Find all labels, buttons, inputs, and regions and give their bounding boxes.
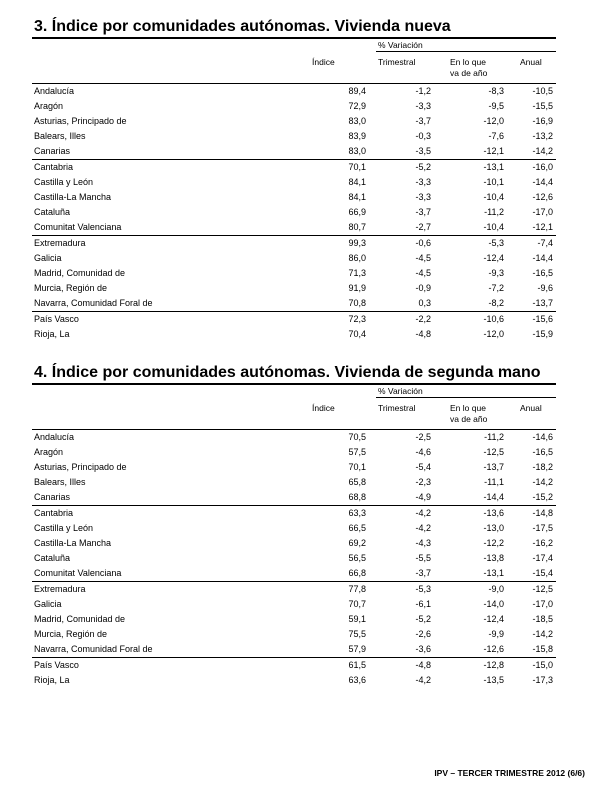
quarterly-change: -0,9 xyxy=(415,283,431,293)
annual-change: -10,5 xyxy=(532,86,553,96)
region-name: Rioja, La xyxy=(34,675,70,685)
table-row xyxy=(32,235,556,251)
annual-change: -7,4 xyxy=(537,238,553,248)
year-to-date-change: -12,0 xyxy=(483,329,504,339)
quarterly-change: -4,9 xyxy=(415,492,431,502)
header-divider xyxy=(376,51,556,52)
annual-change: -14,2 xyxy=(532,477,553,487)
index-value: 57,9 xyxy=(348,644,366,654)
annual-change: -18,5 xyxy=(532,614,553,624)
year-to-date-change: -13,7 xyxy=(483,462,504,472)
quarterly-change: -2,7 xyxy=(415,222,431,232)
region-name: País Vasco xyxy=(34,314,79,324)
table-row xyxy=(32,612,556,627)
region-name: Aragón xyxy=(34,447,64,457)
quarterly-change: -6,1 xyxy=(415,599,431,609)
year-to-date-change: -12,1 xyxy=(483,146,504,156)
table-row xyxy=(32,129,556,144)
table-row xyxy=(32,581,556,597)
region-name: Balears, Illes xyxy=(34,131,86,141)
index-value: 75,5 xyxy=(348,629,366,639)
index-value: 66,8 xyxy=(348,568,366,578)
annual-change: -9,6 xyxy=(537,283,553,293)
table-row xyxy=(32,627,556,642)
annual-change: -15,4 xyxy=(532,568,553,578)
year-to-date-change: -11,2 xyxy=(484,432,504,442)
index-value: 63,3 xyxy=(348,508,366,518)
region-name: Cantabria xyxy=(34,162,74,172)
table-row xyxy=(32,159,556,175)
table-row xyxy=(32,673,556,688)
annual-change: -14,4 xyxy=(532,177,553,187)
index-value: 69,2 xyxy=(348,538,366,548)
annual-change: -15,0 xyxy=(532,660,553,670)
year-to-date-change: -12,0 xyxy=(483,116,504,126)
region-name: Castilla y León xyxy=(34,523,94,533)
annual-change: -15,6 xyxy=(532,314,553,324)
annual-change: -18,2 xyxy=(532,462,553,472)
quarterly-change: -3,7 xyxy=(415,207,431,217)
quarterly-change: -4,8 xyxy=(415,329,431,339)
year-to-date-change: -13,1 xyxy=(483,568,504,578)
year-to-date-change: -12,4 xyxy=(483,614,504,624)
region-name: Extremadura xyxy=(34,584,86,594)
region-name: Galicia xyxy=(34,253,62,263)
year-to-date-change: -13,8 xyxy=(483,553,504,563)
annual-header: Anual xyxy=(520,403,542,413)
year-to-date-change: -10,6 xyxy=(483,314,504,324)
annual-change: -15,2 xyxy=(532,492,553,502)
index-value: 84,1 xyxy=(348,192,366,202)
quarterly-change: -4,5 xyxy=(415,268,431,278)
year-to-date-change: -14,4 xyxy=(483,492,504,502)
index-value: 80,7 xyxy=(348,222,366,232)
year-to-date-change: -13,1 xyxy=(483,162,504,172)
year-to-date-change: -12,5 xyxy=(483,447,504,457)
annual-change: -15,8 xyxy=(532,644,553,654)
header-divider xyxy=(376,397,556,398)
year-to-date-change: -9,3 xyxy=(488,268,504,278)
index-value: 77,8 xyxy=(348,584,366,594)
table-row xyxy=(32,114,556,129)
region-name: Castilla-La Mancha xyxy=(34,192,112,202)
quarterly-change: -4,2 xyxy=(415,523,431,533)
quarterly-change: -3,3 xyxy=(415,192,431,202)
region-name: Navarra, Comunidad Foral de xyxy=(34,298,153,308)
annual-change: -12,6 xyxy=(532,192,553,202)
index-value: 57,5 xyxy=(348,447,366,457)
quarterly-change: -3,7 xyxy=(415,116,431,126)
year-to-date-change: -9,9 xyxy=(488,629,504,639)
table-row xyxy=(32,445,556,460)
table-row xyxy=(32,536,556,551)
index-value: 66,9 xyxy=(348,207,366,217)
year-to-date-change: -10,4 xyxy=(483,192,504,202)
index-value: 72,9 xyxy=(348,101,366,111)
annual-change: -16,9 xyxy=(532,116,553,126)
table-row xyxy=(32,99,556,114)
year-to-date-change: -11,2 xyxy=(484,207,504,217)
year-header-line1: En lo que xyxy=(450,57,486,67)
page-footer: IPV – TERCER TRIMESTRE 2012 (6/6) xyxy=(434,768,585,778)
quarterly-change: -5,2 xyxy=(415,614,431,624)
quarterly-change: -1,2 xyxy=(415,86,431,96)
annual-change: -16,0 xyxy=(532,162,553,172)
year-to-date-change: -9,0 xyxy=(488,584,504,594)
region-name: Andalucía xyxy=(34,432,75,442)
region-name: Extremadura xyxy=(34,238,86,248)
index-value: 70,5 xyxy=(348,432,366,442)
year-to-date-change: -13,0 xyxy=(483,523,504,533)
table-row xyxy=(32,220,556,235)
region-name: Rioja, La xyxy=(34,329,70,339)
table-header xyxy=(32,39,556,84)
table-body xyxy=(32,430,556,688)
quarterly-change: -3,3 xyxy=(415,101,431,111)
index-value: 61,5 xyxy=(348,660,366,670)
table-row xyxy=(32,281,556,296)
table-row xyxy=(32,84,556,99)
region-name: Asturias, Principado de xyxy=(34,116,127,126)
year-to-date-change: -10,4 xyxy=(483,222,504,232)
table-title: 4. Índice por comunidades autónomas. Vivienda de segunda mano xyxy=(32,364,556,385)
region-name: Aragón xyxy=(34,101,64,111)
index-value: 84,1 xyxy=(348,177,366,187)
table-vivienda-segunda-mano xyxy=(32,364,556,688)
year-to-date-change: -7,6 xyxy=(488,131,504,141)
annual-change: -17,5 xyxy=(532,523,553,533)
variation-header: % Variación xyxy=(378,386,423,396)
quarterly-change: -4,6 xyxy=(415,447,431,457)
annual-header: Anual xyxy=(520,57,542,67)
quarterly-change: -2,3 xyxy=(415,477,431,487)
region-name: Cantabria xyxy=(34,508,74,518)
region-name: Castilla y León xyxy=(34,177,94,187)
year-to-date-change: -13,5 xyxy=(483,675,504,685)
year-to-date-change: -10,1 xyxy=(483,177,504,187)
quarterly-change: -4,5 xyxy=(415,253,431,263)
index-value: 66,5 xyxy=(348,523,366,533)
quarterly-change: -4,3 xyxy=(415,538,431,548)
year-to-date-change: -8,2 xyxy=(488,298,504,308)
index-value: 59,1 xyxy=(348,614,366,624)
quarterly-change: -5,5 xyxy=(415,553,431,563)
quarterly-change: -4,2 xyxy=(415,675,431,685)
annual-change: -15,5 xyxy=(532,101,553,111)
index-value: 71,3 xyxy=(348,268,366,278)
year-header-line2: va de año xyxy=(450,68,488,78)
annual-change: -13,2 xyxy=(532,131,553,141)
year-header-line2: va de año xyxy=(450,414,488,424)
quarterly-change: -4,2 xyxy=(415,508,431,518)
quarterly-header: Trimestral xyxy=(378,403,416,413)
year-to-date-change: -11,1 xyxy=(484,477,504,487)
table-row xyxy=(32,460,556,475)
quarterly-header: Trimestral xyxy=(378,57,416,67)
region-name: Comunitat Valenciana xyxy=(34,568,122,578)
region-name: Galicia xyxy=(34,599,62,609)
region-name: Comunitat Valenciana xyxy=(34,222,122,232)
year-to-date-change: -8,3 xyxy=(488,86,504,96)
table-row xyxy=(32,205,556,220)
index-value: 70,7 xyxy=(348,599,366,609)
annual-change: -13,7 xyxy=(532,298,553,308)
table-row xyxy=(32,190,556,205)
table-row xyxy=(32,175,556,190)
index-value: 89,4 xyxy=(348,86,366,96)
annual-change: -17,0 xyxy=(532,207,553,217)
index-value: 65,8 xyxy=(348,477,366,487)
table-row xyxy=(32,251,556,266)
region-name: Cataluña xyxy=(34,553,71,563)
annual-change: -17,0 xyxy=(532,599,553,609)
annual-change: -12,1 xyxy=(532,222,553,232)
quarterly-change: -3,3 xyxy=(415,177,431,187)
table-row xyxy=(32,296,556,311)
year-to-date-change: -12,2 xyxy=(483,538,504,548)
annual-change: -14,6 xyxy=(532,432,553,442)
table-row xyxy=(32,657,556,673)
annual-change: -15,9 xyxy=(532,329,553,339)
table-vivienda-nueva xyxy=(32,18,556,342)
annual-change: -17,3 xyxy=(532,675,553,685)
table-row xyxy=(32,430,556,445)
table-row xyxy=(32,327,556,342)
year-to-date-change: -12,6 xyxy=(483,644,504,654)
index-value: 70,1 xyxy=(348,162,366,172)
region-name: Murcia, Región de xyxy=(34,629,108,639)
quarterly-change: -2,2 xyxy=(415,314,431,324)
year-header-line1: En lo que xyxy=(450,403,486,413)
region-name: País Vasco xyxy=(34,660,79,670)
table-body xyxy=(32,84,556,342)
annual-change: -14,2 xyxy=(532,146,553,156)
region-name: Navarra, Comunidad Foral de xyxy=(34,644,153,654)
annual-change: -16,5 xyxy=(532,268,553,278)
region-name: Madrid, Comunidad de xyxy=(34,614,126,624)
index-value: 70,8 xyxy=(348,298,366,308)
year-to-date-change: -9,5 xyxy=(488,101,504,111)
annual-change: -12,5 xyxy=(532,584,553,594)
quarterly-change: -5,2 xyxy=(415,162,431,172)
table-row xyxy=(32,566,556,581)
year-to-date-change: -7,2 xyxy=(488,283,504,293)
table-row xyxy=(32,597,556,612)
year-to-date-change: -13,6 xyxy=(483,508,504,518)
region-name: Murcia, Región de xyxy=(34,283,108,293)
table-row xyxy=(32,505,556,521)
quarterly-change: -0,3 xyxy=(415,131,431,141)
quarterly-change: -3,7 xyxy=(415,568,431,578)
annual-change: -16,2 xyxy=(532,538,553,548)
annual-change: -16,5 xyxy=(532,447,553,457)
index-value: 56,5 xyxy=(348,553,366,563)
quarterly-change: -5,3 xyxy=(415,584,431,594)
year-to-date-change: -14,0 xyxy=(483,599,504,609)
table-row xyxy=(32,551,556,566)
region-name: Madrid, Comunidad de xyxy=(34,268,126,278)
annual-change: -14,8 xyxy=(532,508,553,518)
annual-change: -14,4 xyxy=(532,253,553,263)
region-name: Canarias xyxy=(34,146,71,156)
index-value: 83,9 xyxy=(348,131,366,141)
variation-header: % Variación xyxy=(378,40,423,50)
region-name: Castilla-La Mancha xyxy=(34,538,112,548)
index-value: 83,0 xyxy=(348,146,366,156)
quarterly-change: -0,6 xyxy=(415,238,431,248)
table-row xyxy=(32,144,556,159)
index-value: 70,1 xyxy=(348,462,366,472)
index-header: Índice xyxy=(312,57,335,67)
quarterly-change: -3,5 xyxy=(415,146,431,156)
table-row xyxy=(32,642,556,657)
quarterly-change: -2,6 xyxy=(415,629,431,639)
year-to-date-change: -12,8 xyxy=(483,660,504,670)
table-title: 3. Índice por comunidades autónomas. Vivienda nueva xyxy=(32,18,556,39)
year-to-date-change: -12,4 xyxy=(483,253,504,263)
index-value: 63,6 xyxy=(348,675,366,685)
region-name: Asturias, Principado de xyxy=(34,462,127,472)
quarterly-change: -3,6 xyxy=(415,644,431,654)
index-value: 99,3 xyxy=(348,238,366,248)
table-row xyxy=(32,475,556,490)
quarterly-change: -5,4 xyxy=(415,462,431,472)
region-name: Balears, Illes xyxy=(34,477,86,487)
table-header xyxy=(32,385,556,430)
quarterly-change: 0,3 xyxy=(418,298,431,308)
quarterly-change: -4,8 xyxy=(415,660,431,670)
index-value: 83,0 xyxy=(348,116,366,126)
index-value: 72,3 xyxy=(348,314,366,324)
table-row xyxy=(32,311,556,327)
annual-change: -14,2 xyxy=(532,629,553,639)
index-value: 68,8 xyxy=(348,492,366,502)
table-row xyxy=(32,490,556,505)
index-value: 91,9 xyxy=(348,283,366,293)
year-to-date-change: -5,3 xyxy=(488,238,504,248)
table-row xyxy=(32,266,556,281)
index-header: Índice xyxy=(312,403,335,413)
index-value: 70,4 xyxy=(348,329,366,339)
region-name: Canarias xyxy=(34,492,71,502)
quarterly-change: -2,5 xyxy=(415,432,431,442)
annual-change: -17,4 xyxy=(532,553,553,563)
region-name: Andalucía xyxy=(34,86,75,96)
index-value: 86,0 xyxy=(348,253,366,263)
region-name: Cataluña xyxy=(34,207,71,217)
table-row xyxy=(32,521,556,536)
